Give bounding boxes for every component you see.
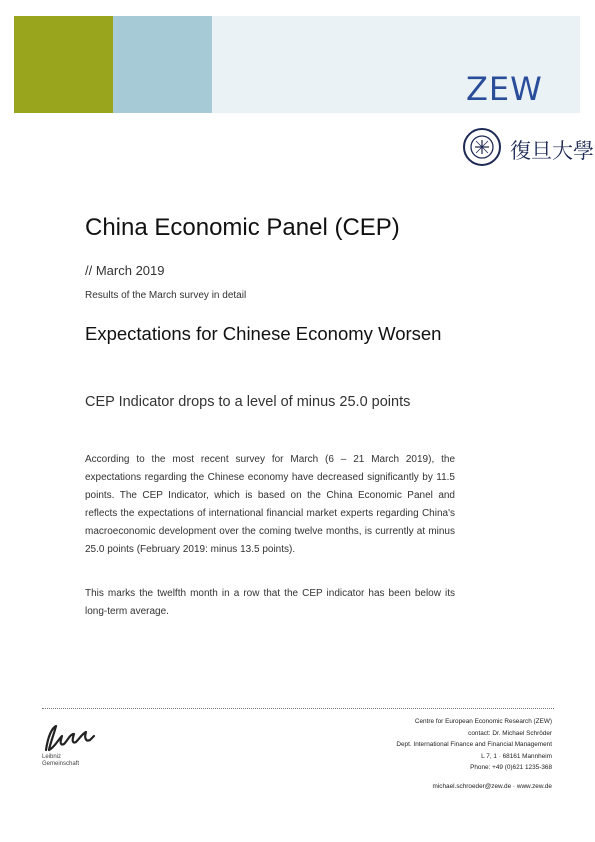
body-paragraph-2: This marks the twelfth month in a row that the CEP indicator has been below its long-term average. [85,588,455,617]
leibniz-line-1: Leibniz [42,754,62,760]
page-subtitle: Results of the March survey in detail [85,290,247,301]
contact-line: Dept. International Finance and Financial Management [396,741,552,749]
headline: Expectations for Chinese Economy Worsen [85,323,442,344]
issue-date: // March 2019 [85,263,165,278]
contact-line: Centre for European Economic Research (ZEW) [414,718,552,725]
fudan-logo-text: 復旦大學 [510,139,594,163]
page-title: China Economic Panel (CEP) [85,214,400,241]
leibniz-signature-icon [40,722,98,756]
leibniz-logo [40,722,100,772]
subheadline: CEP Indicator drops to a level of minus 25.0 points [85,394,411,410]
contact-line: L 7, 1 · 68161 Mannheim [481,752,552,760]
footer-divider [42,708,554,709]
header-band-green [14,16,113,113]
contact-line: contact: Dr. Michael Schröder [468,729,552,737]
fudan-seal-icon [462,127,504,167]
header-band-blue [113,16,212,113]
contact-block [252,716,552,793]
contact-email-website[interactable]: michael.schroeder@zew.de · www.zew.de [432,782,552,790]
body-paragraph-1: According to the most recent survey for March (6 – 21 March 2019), the expectations regarding the Chinese economy have decreased significantly by 11.5 points. The CEP Indicator, which is based on the China Economic Panel and reflects the expectations of international financial market experts regarding China's macroeconomic development over the coming twelve months, is currently at minus 25.0 points (February 2019: minus 13.5 points). [85,454,455,555]
contact-line: Phone: +49 (0)621 1235-368 [470,764,552,772]
zew-logo: ZEW [466,70,543,108]
leibniz-line-2: Gemeinschaft [42,761,80,767]
fudan-university-logo [462,127,594,167]
